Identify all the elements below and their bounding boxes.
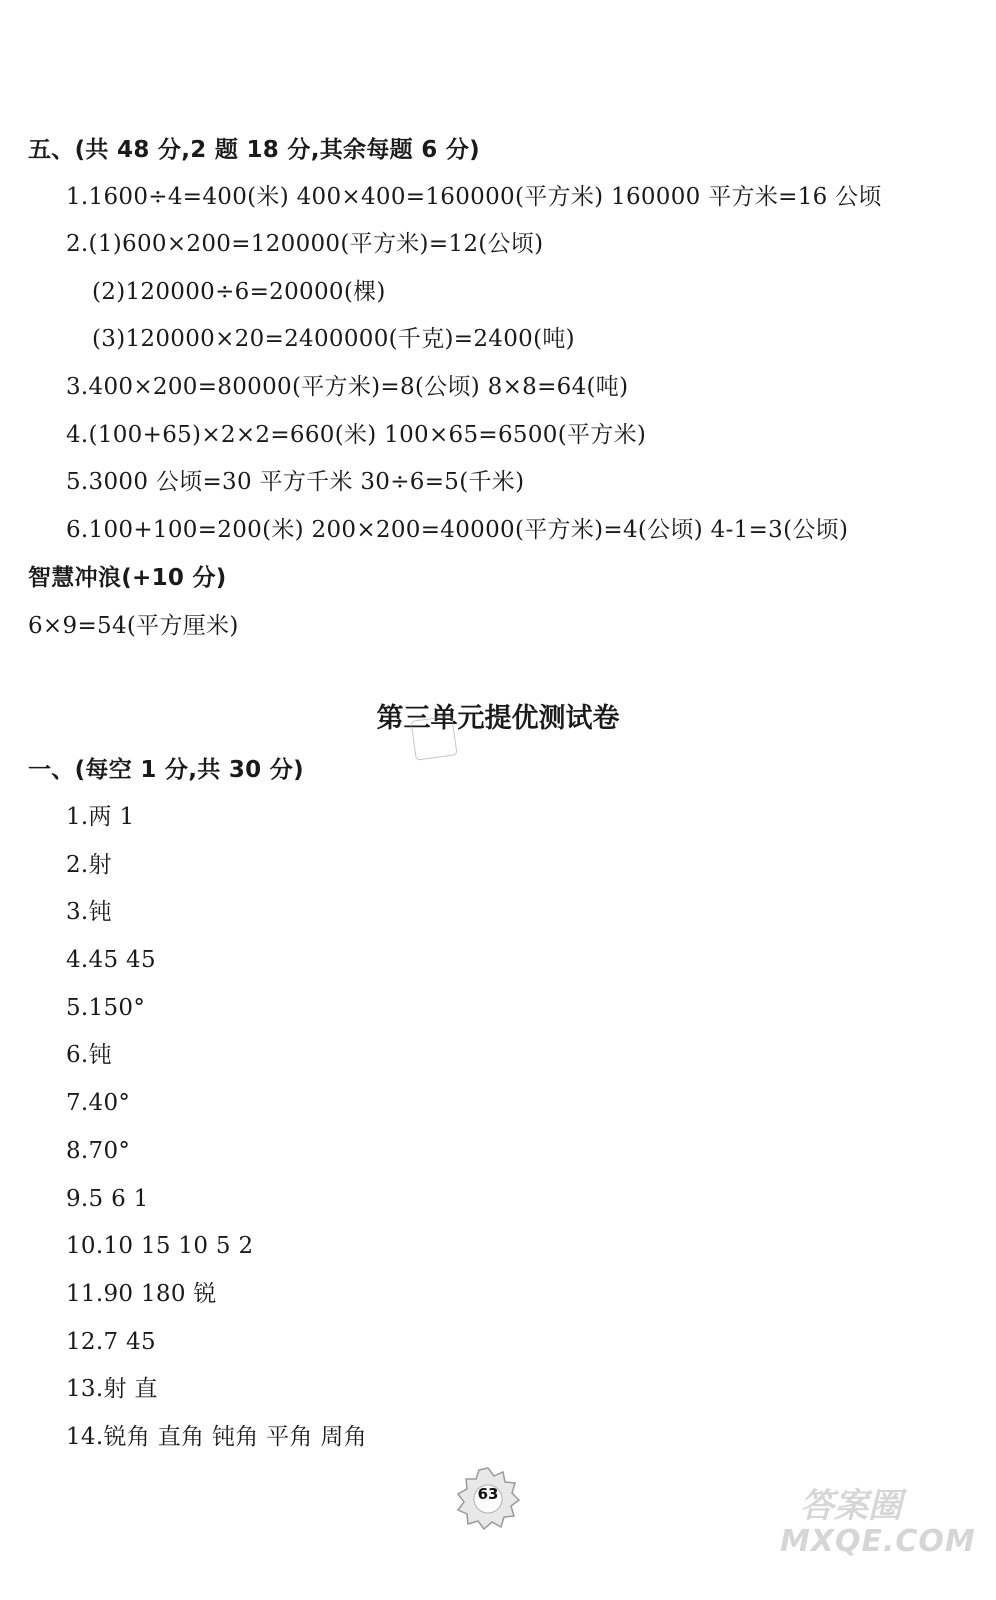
item-5: 5.150° bbox=[66, 995, 146, 1021]
bonus-answer: 6×9=54(平方厘米) bbox=[28, 613, 239, 639]
watermark-logo: 答案圈 bbox=[800, 1486, 902, 1526]
item-14: 14.锐角 直角 钝角 平角 周角 bbox=[66, 1424, 367, 1450]
item-1: 1.两 1 bbox=[66, 804, 135, 830]
section-5-heading: 五、(共 48 分,2 题 18 分,其余每题 6 分) bbox=[28, 137, 480, 163]
answer-line-2: 2.(1)600×200=120000(平方米)=12(公顷) bbox=[66, 231, 544, 257]
item-9: 9.5 6 1 bbox=[66, 1186, 149, 1212]
item-7: 7.40° bbox=[66, 1090, 131, 1116]
watermark-url: MXQE.COM bbox=[780, 1524, 976, 1559]
answer-line-6: 6.100+100=200(米) 200×200=40000(平方米)=4(公顷) 4-1=3(公顷) bbox=[66, 517, 849, 543]
item-4: 4.45 45 bbox=[66, 947, 156, 973]
item-3: 3.钝 bbox=[66, 899, 112, 925]
item-10: 10.10 15 10 5 2 bbox=[66, 1233, 254, 1259]
bonus-heading: 智慧冲浪(+10 分) bbox=[28, 565, 227, 591]
item-6: 6.钝 bbox=[66, 1042, 112, 1068]
item-11: 11.90 180 锐 bbox=[66, 1281, 217, 1307]
unit-3-title: 第三单元提优测试卷 bbox=[376, 703, 620, 734]
answer-line-1: 1.1600÷4=400(米) 400×400=160000(平方米) 160000 平方米=16 公顷 bbox=[66, 184, 882, 210]
answer-line-2-2: (2)120000÷6=20000(棵) bbox=[92, 279, 386, 305]
answer-line-3: 3.400×200=80000(平方米)=8(公顷) 8×8=64(吨) bbox=[66, 374, 629, 400]
item-2: 2.射 bbox=[66, 852, 112, 878]
answer-line-4: 4.(100+65)×2×2=660(米) 100×65=6500(平方米) bbox=[66, 422, 647, 448]
item-13: 13.射 直 bbox=[66, 1376, 158, 1402]
answer-line-2-3: (3)120000×20=2400000(千克)=2400(吨) bbox=[92, 326, 575, 352]
stamp-mark bbox=[410, 715, 457, 760]
unit-3-section-1-heading: 一、(每空 1 分,共 30 分) bbox=[28, 757, 304, 783]
item-8: 8.70° bbox=[66, 1138, 131, 1164]
page-number: 63 bbox=[477, 1485, 499, 1503]
item-12: 12.7 45 bbox=[66, 1329, 156, 1355]
answer-line-5: 5.3000 公顷=30 平方千米 30÷6=5(千米) bbox=[66, 469, 525, 495]
